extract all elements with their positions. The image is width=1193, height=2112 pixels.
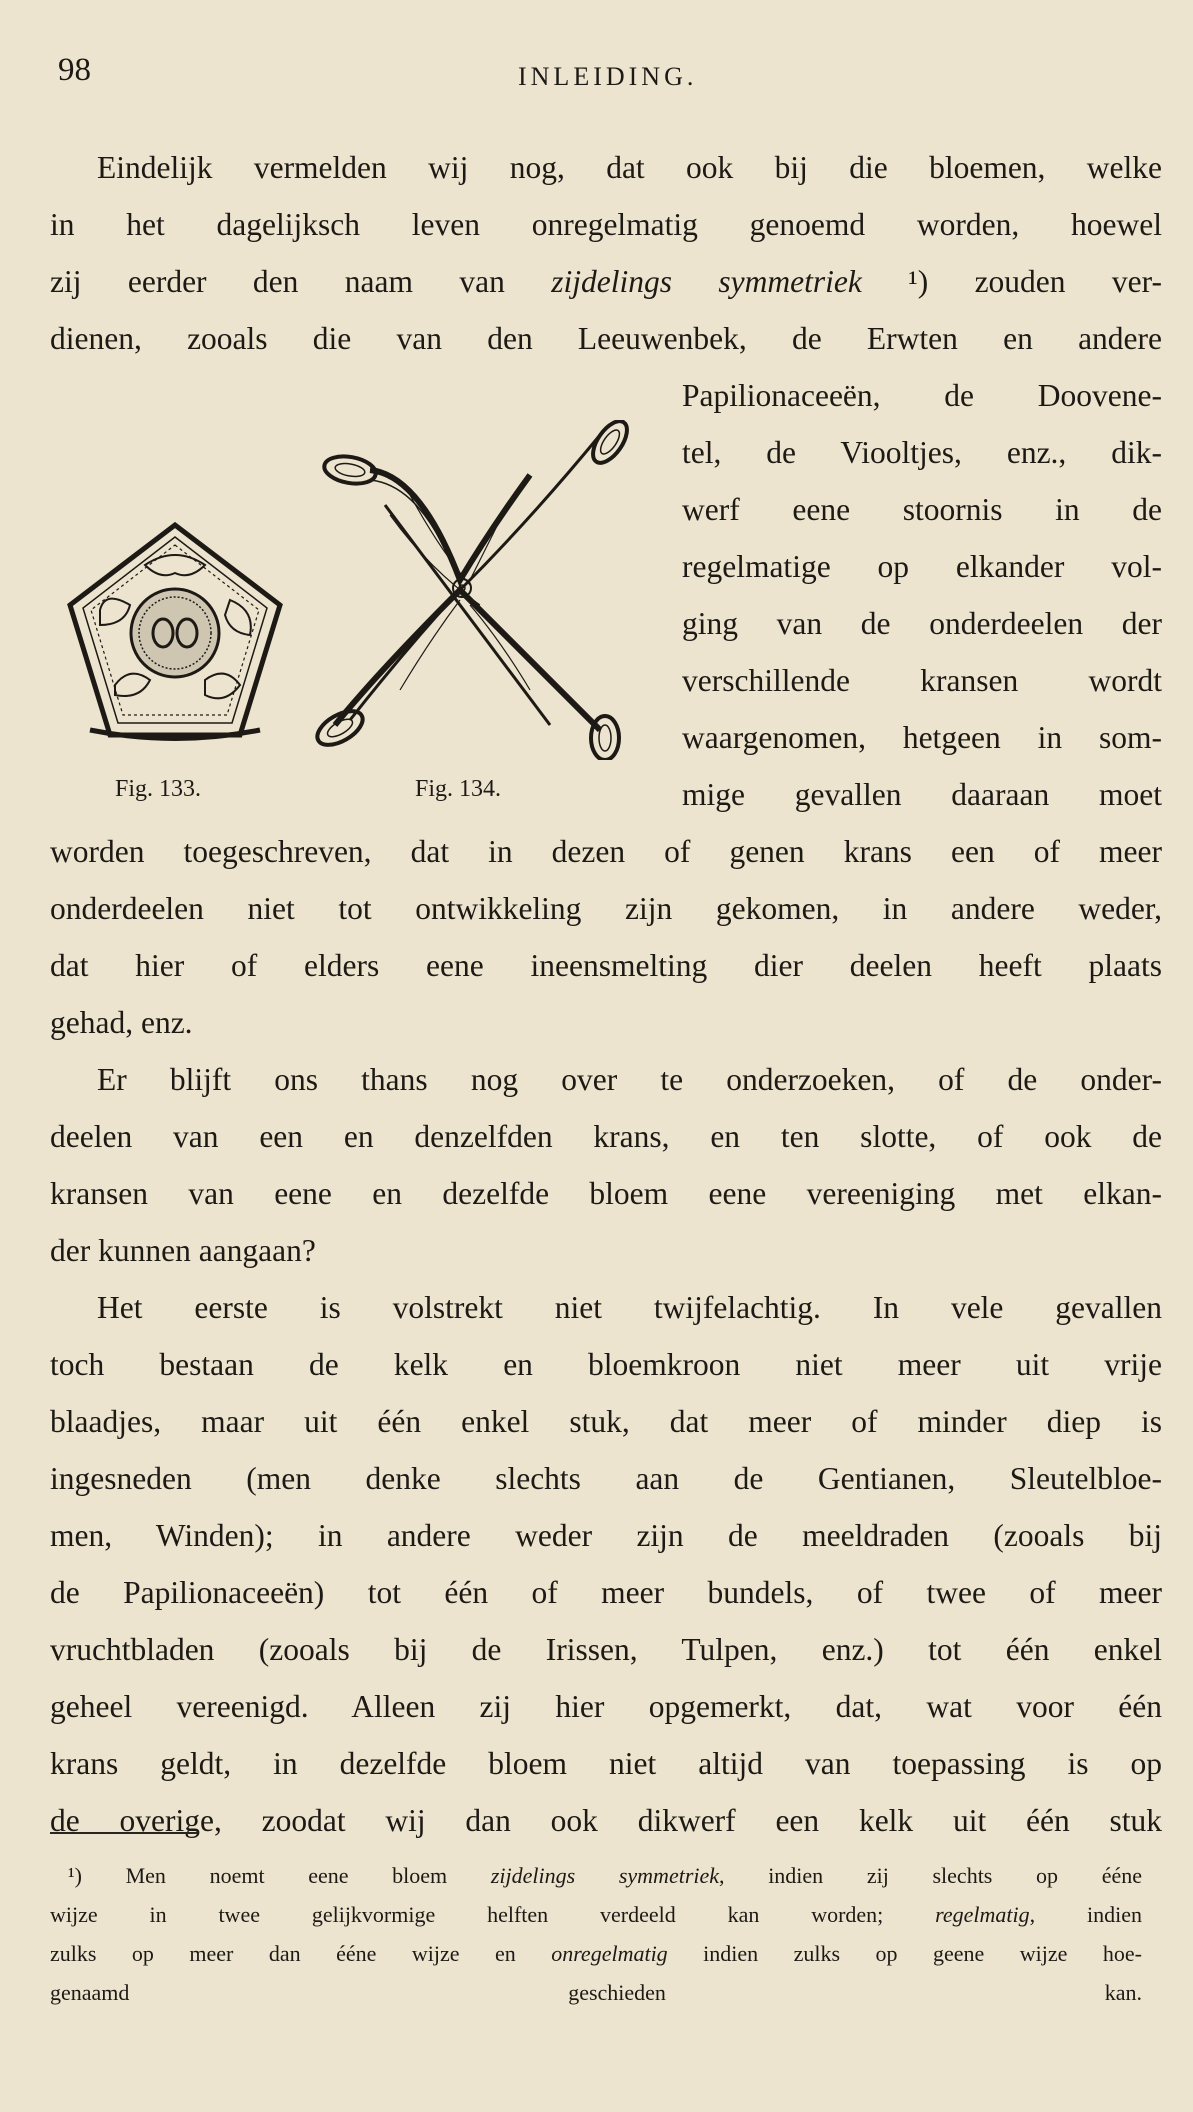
text-line: worden toegeschreven, dat in dezen of genen krans een of meer xyxy=(50,834,1162,869)
page-number: 98 xyxy=(58,52,91,88)
text-line: regelmatige op elkander vol- xyxy=(682,549,1162,584)
emphasis: regelmatig xyxy=(935,1902,1030,1927)
footnote-line: genaamd geschieden kan. xyxy=(50,1980,1142,2005)
text-line: Het eerste is volstrekt niet twijfelachtig. In vele gevallen xyxy=(97,1290,1162,1325)
footnote-line: wijze in twee gelijkvormige helften verdeeld kan worden; regelmatig, indien xyxy=(50,1902,1142,1927)
text-line: waargenomen, hetgeen in som- xyxy=(682,720,1162,755)
text-line: werf eene stoornis in de xyxy=(682,492,1162,527)
text-line: onderdeelen niet tot ontwikkeling zijn gekomen, in andere weder, xyxy=(50,891,1162,926)
emphasis: onregelmatig xyxy=(551,1941,668,1966)
text-line: vruchtbladen (zooals bij de Irissen, Tulpen, enz.) tot één enkel xyxy=(50,1632,1162,1667)
page-header xyxy=(58,52,1158,98)
emphasis: zijdelings symmetriek xyxy=(490,1863,720,1888)
text-line: men, Winden); in andere weder zijn de meeldraden (zooals bij xyxy=(50,1518,1162,1553)
text-line: gehad, enz. xyxy=(50,1005,193,1040)
text-line: dienen, zooals die van den Leeuwenbek, de Erwten en andere xyxy=(50,321,1162,356)
text-line: in het dagelijksch leven onregelmatig genoemd worden, hoewel xyxy=(50,207,1162,242)
text-line: Papilionaceeën, de Doovene- xyxy=(682,378,1162,413)
text-line: zij eerder den naam van zijdelings symmetriek ¹) zouden ver- xyxy=(50,264,1162,299)
text-line: kransen van eene en dezelfde bloem eene vereeniging met elkan- xyxy=(50,1176,1162,1211)
text-line: de overige, zoodat wij dan ook dikwerf een kelk uit één stuk xyxy=(50,1803,1162,1838)
text-line: de Papilionaceeën) tot één of meer bundels, of twee of meer xyxy=(50,1575,1162,1610)
text-line: mige gevallen daaraan moet xyxy=(682,777,1162,812)
text-line: blaadjes, maar uit één enkel stuk, dat meer of minder diep is xyxy=(50,1404,1162,1439)
text-line: der kunnen aangaan? xyxy=(50,1233,316,1268)
flower-diagram-icon xyxy=(55,515,295,755)
text-line: toch bestaan de kelk en bloemkroon niet meer uit vrije xyxy=(50,1347,1162,1382)
figure-133-caption: Fig. 133. xyxy=(115,776,202,802)
text-line: tel, de Viooltjes, enz., dik- xyxy=(682,435,1162,470)
text-line: ging van de onderdeelen der xyxy=(682,606,1162,641)
text-line: dat hier of elders eene ineensmelting dier deelen heeft plaats xyxy=(50,948,1162,983)
footnote-rule xyxy=(50,1832,198,1834)
stamen-cross-icon xyxy=(310,420,640,760)
text-line: geheel vereenigd. Alleen zij hier opgemerkt, dat, wat voor één xyxy=(50,1689,1162,1724)
figure-134-caption: Fig. 134. xyxy=(415,776,502,802)
text-line: ingesneden (men denke slechts aan de Gentianen, Sleutelbloe- xyxy=(50,1461,1162,1496)
text-line: Er blijft ons thans nog over te onderzoeken, of de onder- xyxy=(97,1062,1162,1097)
figure-133 xyxy=(55,515,295,755)
footnote-line: ¹) Men noemt eene bloem zijdelings symmetriek, indien zij slechts op ééne xyxy=(68,1863,1142,1888)
figure-134 xyxy=(310,420,640,760)
emphasis: zijdelings symmetriek xyxy=(551,264,862,299)
running-head: INLEIDING. xyxy=(518,62,698,91)
text-line: verschillende kransen wordt xyxy=(682,663,1162,698)
text-line: deelen van een en denzelfden krans, en ten slotte, of ook de xyxy=(50,1119,1162,1154)
text-line: krans geldt, in dezelfde bloem niet altijd van toepassing is op xyxy=(50,1746,1162,1781)
footnote-line: zulks op meer dan ééne wijze en onregelmatig indien zulks op geene wijze hoe- xyxy=(50,1941,1142,1966)
text-line: Eindelijk vermelden wij nog, dat ook bij die bloemen, welke xyxy=(97,150,1162,185)
